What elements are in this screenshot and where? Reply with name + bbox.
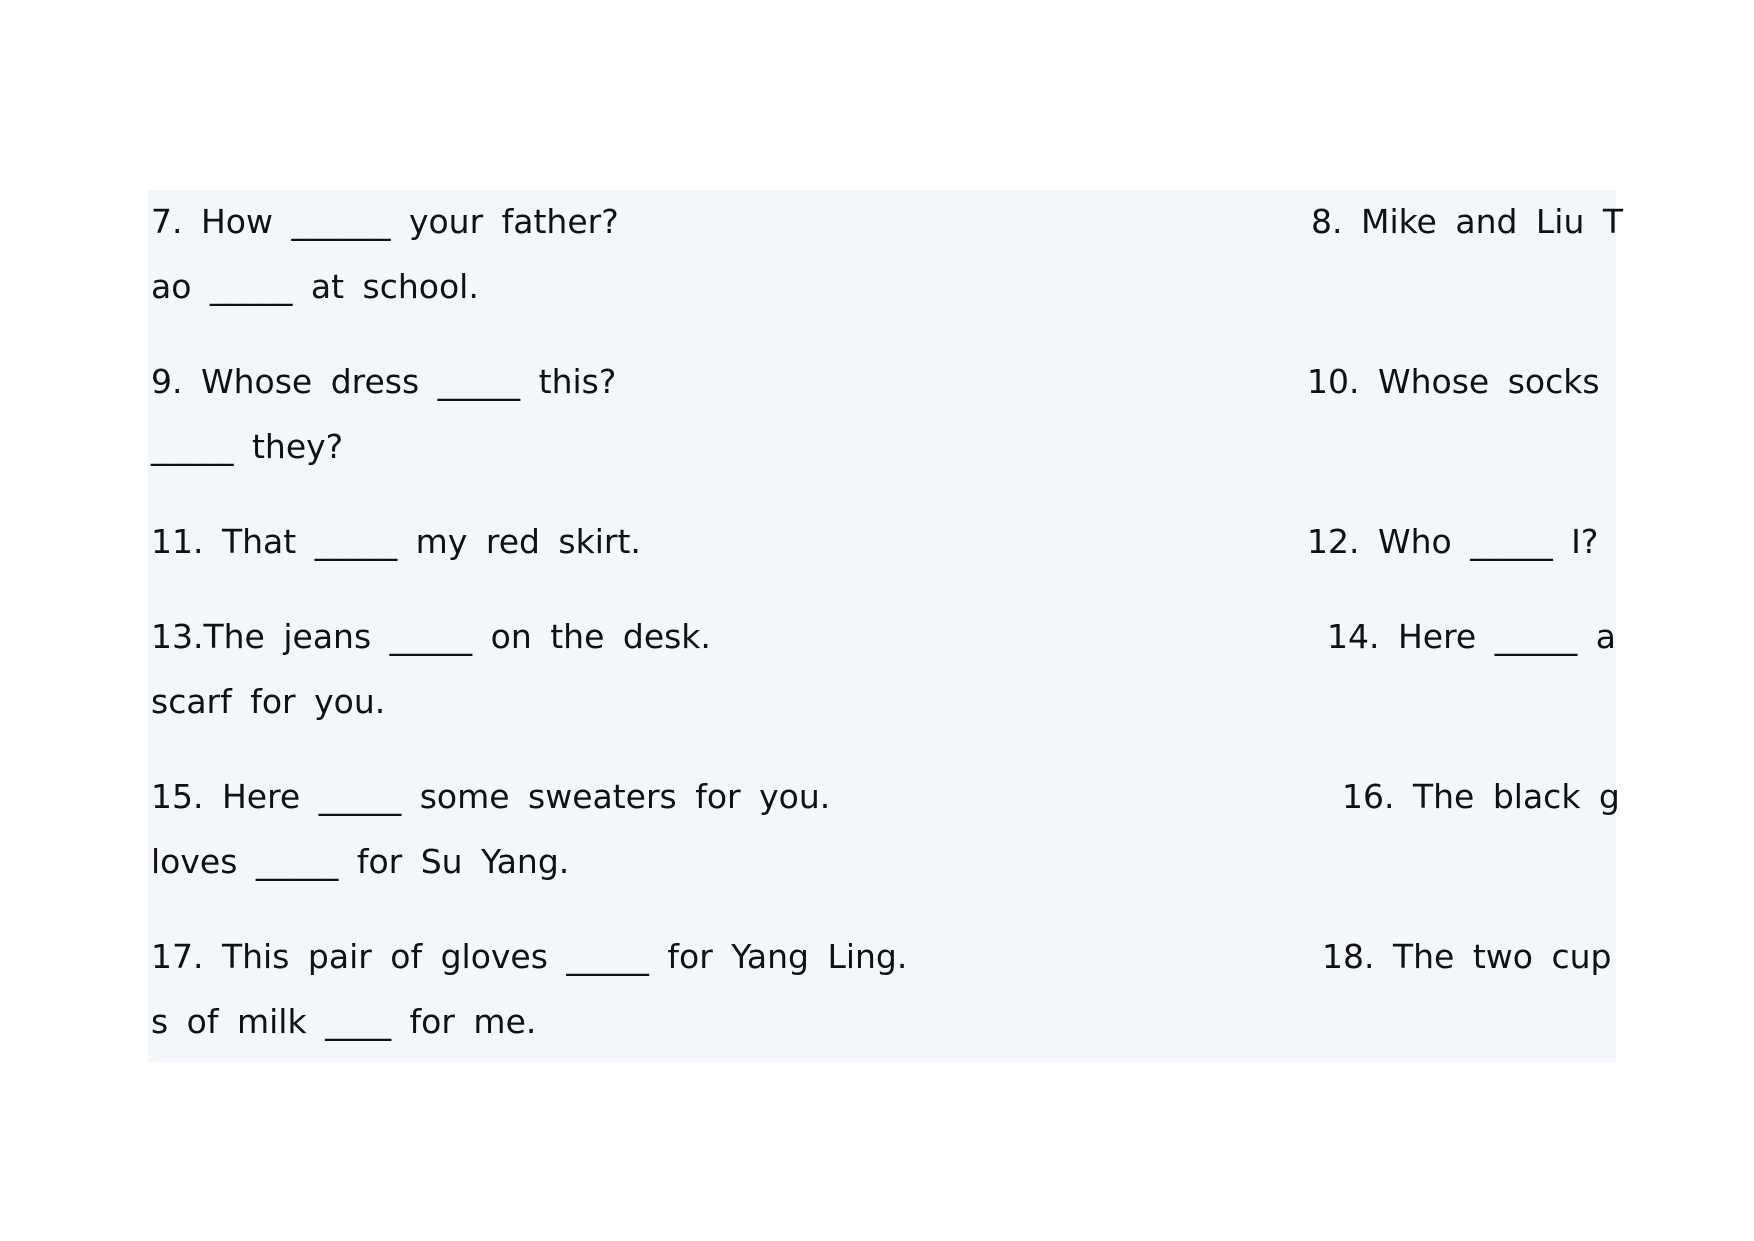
exercise-8-start: 8. Mike and Liu T xyxy=(1311,202,1624,241)
exercise-10-continuation: _____ they? xyxy=(151,427,344,466)
exercise-14-continuation: scarf for you. xyxy=(151,682,386,721)
exercise-8-continuation: ao _____ at school. xyxy=(151,267,479,306)
exercise-7-start: 7. How ______ your father? xyxy=(151,202,619,241)
exercise-15: 15. Here _____ some sweaters for you. xyxy=(151,777,831,816)
exercise-16-start: 16. The black g xyxy=(1342,777,1620,816)
exercise-14-start: 14. Here _____ a xyxy=(1327,617,1616,656)
exercise-18-continuation: s of milk ____ for me. xyxy=(151,1002,537,1041)
exercise-16-continuation: loves _____ for Su Yang. xyxy=(151,842,570,881)
exercise-10-start: 10. Whose socks xyxy=(1307,362,1600,401)
exercise-11: 11. That _____ my red skirt. xyxy=(151,522,641,561)
exercise-9: 9. Whose dress _____ this? xyxy=(151,362,617,401)
exercise-12: 12. Who _____ I? xyxy=(1307,522,1599,561)
exercise-18-start: 18. The two cup xyxy=(1322,937,1612,976)
exercise-13: 13.The jeans _____ on the desk. xyxy=(151,617,711,656)
exercise-17: 17. This pair of gloves _____ for Yang Ling. xyxy=(151,937,908,976)
